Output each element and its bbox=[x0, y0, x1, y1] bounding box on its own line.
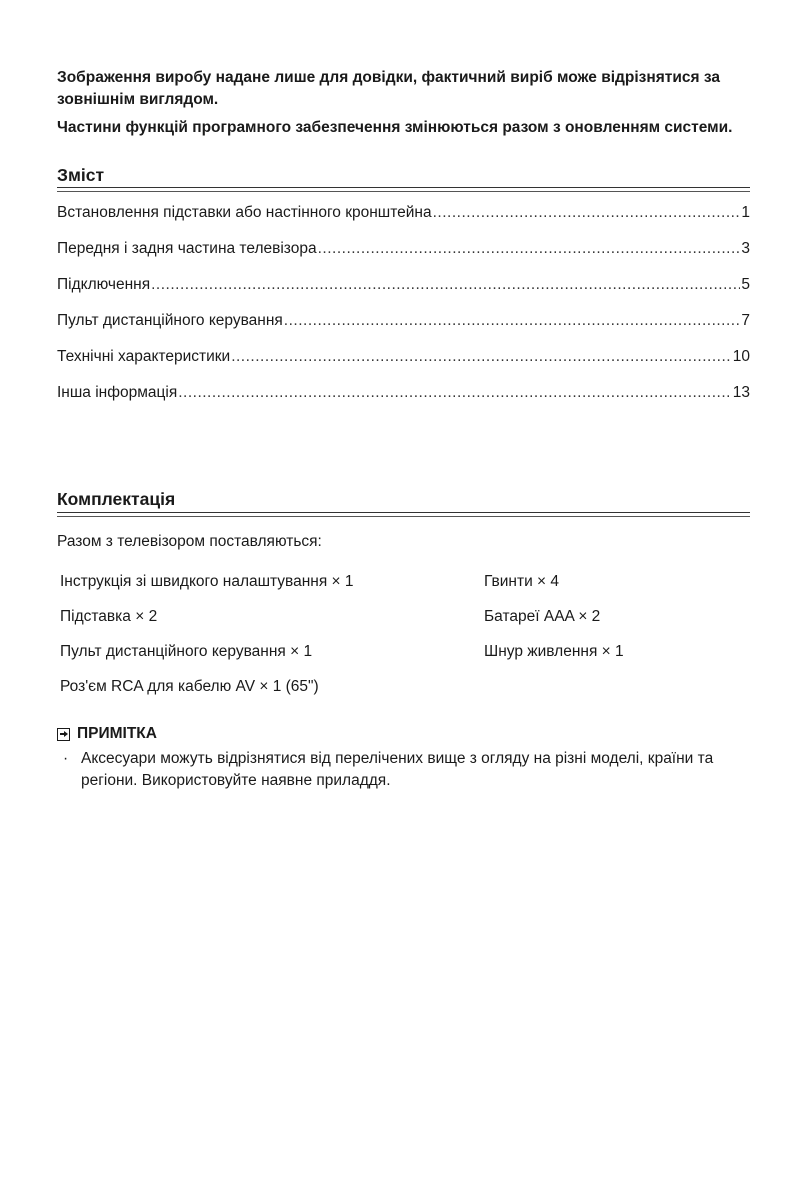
toc-entry[interactable] bbox=[57, 204, 750, 228]
toc-leader bbox=[433, 204, 741, 222]
package-rule-thin bbox=[57, 516, 750, 517]
contents-rule bbox=[57, 187, 750, 188]
toc-entry[interactable] bbox=[57, 348, 750, 372]
toc-leader bbox=[231, 348, 732, 366]
package-intro: Разом з телевізором поставляються: bbox=[57, 533, 322, 550]
toc-leader bbox=[178, 384, 732, 402]
note-text: Аксесуари можуть відрізнятися від перелічених вище з огляду на різні моделі, країни та регіони. Використовуйте наявне приладдя. bbox=[81, 750, 714, 789]
note-arrow-icon bbox=[57, 728, 70, 741]
toc-entry-page: 3 bbox=[741, 240, 750, 257]
toc-entry-page: 13 bbox=[732, 384, 750, 401]
package-item: Інструкція зі швидкого налаштування × 1 bbox=[60, 573, 354, 590]
package-item: Батареї AAA × 2 bbox=[484, 608, 601, 625]
toc-entry-title: Передня і задня частина телевізора bbox=[57, 240, 317, 257]
disclaimer-software: Частини функцій програмного забезпечення змінюються разом з оновленням системи. bbox=[57, 119, 733, 136]
toc-entry[interactable] bbox=[57, 276, 750, 300]
note-header bbox=[57, 725, 157, 743]
toc-entry[interactable] bbox=[57, 384, 750, 408]
toc-entry-title: Підключення bbox=[57, 276, 151, 293]
package-item: Пульт дистанційного керування × 1 bbox=[60, 643, 313, 660]
toc-entry-title: Пульт дистанційного керування bbox=[57, 312, 283, 329]
toc-entry-title: Інша інформація bbox=[57, 384, 178, 401]
toc-leader bbox=[151, 276, 740, 294]
package-item: Роз'єм RCA для кабелю AV × 1 (65") bbox=[60, 678, 319, 695]
toc-entry[interactable] bbox=[57, 312, 750, 336]
toc-entry-page: 10 bbox=[732, 348, 750, 365]
note-bullet: · bbox=[63, 750, 69, 767]
contents-title: Зміст bbox=[57, 165, 105, 185]
package-title: Комплектація bbox=[57, 489, 176, 509]
package-item: Підставка × 2 bbox=[60, 608, 158, 625]
note-title: ПРИМІТКА bbox=[77, 725, 157, 742]
toc-leader bbox=[318, 240, 741, 258]
package-item: Гвинти × 4 bbox=[484, 573, 560, 590]
toc-entry-title: Технічні характеристики bbox=[57, 348, 231, 365]
note-body bbox=[57, 748, 750, 792]
toc-entry[interactable] bbox=[57, 240, 750, 264]
toc-entry-title: Встановлення підставки або настінного кронштейна bbox=[57, 204, 432, 221]
disclaimer-image: Зображення виробу надане лише для довідки, фактичний виріб може відрізнятися за зовнішнім виглядом. bbox=[57, 69, 720, 108]
toc-entry-page: 5 bbox=[741, 276, 750, 293]
contents-rule-thin bbox=[57, 191, 750, 192]
package-rule bbox=[57, 512, 750, 513]
toc-leader bbox=[284, 312, 741, 330]
toc-entry-page: 7 bbox=[741, 312, 750, 329]
package-item: Шнур живлення × 1 bbox=[484, 643, 624, 660]
toc-entry-page: 1 bbox=[741, 204, 750, 221]
